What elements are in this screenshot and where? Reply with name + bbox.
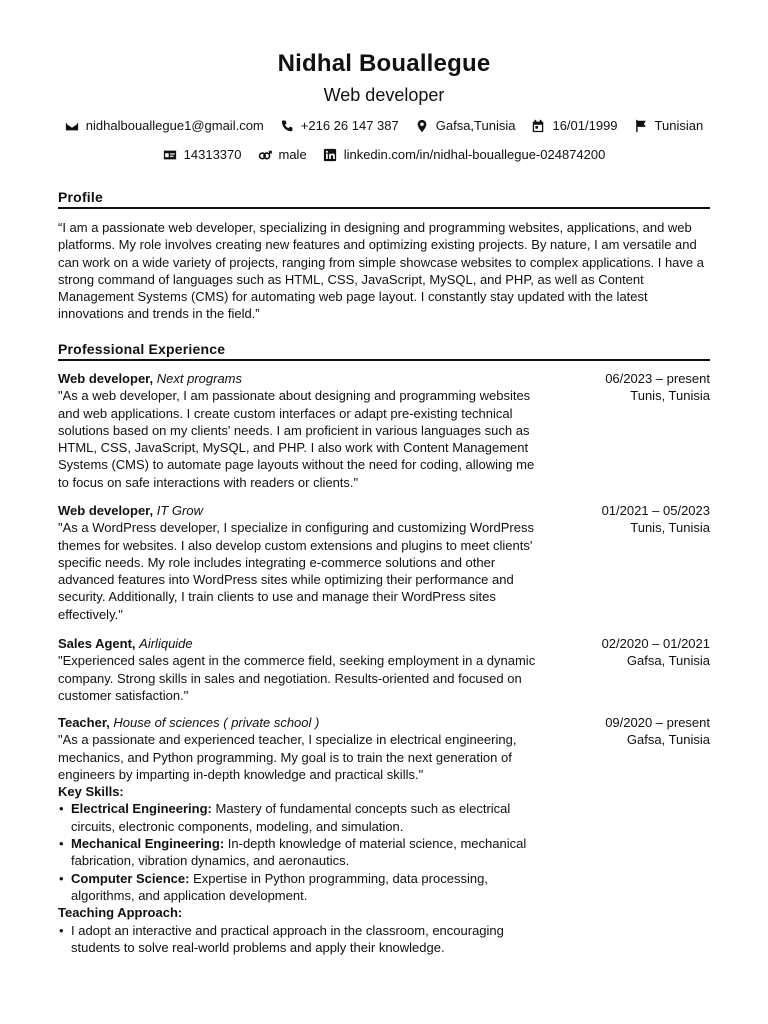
job-meta <box>602 635 710 670</box>
job-description: "As a WordPress developer, I specialize in configuring and customizing WordPress themes for websites. I also develop custom extensions and plugins to meet clients' specific needs. My role includes integrating e-commerce solutions and other advanced features into WordPress sites while optimizing their performance and security. Additionally, I train clients to use and manage their WordPress sites effectively." <box>58 520 534 622</box>
job-entry <box>58 370 710 491</box>
job-entry <box>58 714 710 956</box>
contact-email[interactable] <box>65 118 264 133</box>
flag-icon <box>634 119 648 133</box>
skill-label: Electrical Engineering: <box>71 801 212 817</box>
contact-linkedin[interactable] <box>323 147 606 162</box>
nationality-text: Tunisian <box>654 118 704 133</box>
job-heading <box>58 502 548 519</box>
skill-text: Mastery of fundamental concepts such as electrical circuits, electronic components, modeling, and simulation. <box>71 801 511 834</box>
skill-text: Expertise in Python programming, data processing, algorithms, and application development. <box>71 870 488 903</box>
phone-icon <box>280 119 294 133</box>
id-number-text: 14313370 <box>183 147 242 162</box>
job-description: "As a passionate and experienced teacher, I specialize in electrical engineering, mechanics, and Python programming. My goal is to train the next generation of engineers by imparting in-depth knowledge and practical skills." <box>58 732 517 782</box>
job-heading <box>58 635 548 652</box>
contact-id <box>163 147 242 162</box>
contact-nationality <box>634 118 704 133</box>
contact-phone[interactable] <box>280 118 399 133</box>
teaching-approach-list <box>58 922 548 957</box>
list-item <box>58 835 548 870</box>
job-title: Web developer, <box>58 371 154 386</box>
job-entry <box>58 635 710 704</box>
job-title: Sales Agent, <box>58 636 136 651</box>
envelope-icon <box>65 119 79 133</box>
job-title: Teacher, <box>58 715 110 730</box>
gender-icon <box>258 148 272 162</box>
job-description: "Experienced sales agent in the commerce field, seeking employment in a dynamic company. Strong skills in sales and negotiation. Results-oriented and focused on customer satisfaction." <box>58 653 536 703</box>
contact-row-secondary <box>0 147 768 162</box>
candidate-name: Nidhal Bouallegue <box>277 50 491 77</box>
job-details <box>58 635 548 704</box>
job-company: Airliquide <box>139 636 193 651</box>
job-meta <box>605 370 710 405</box>
experience-section-title: Professional Experience <box>58 341 710 361</box>
skill-text: In-depth knowledge of material science, mechanical fabrication, vibration dynamics, and aeronautics. <box>71 836 527 869</box>
job-company: House of sciences ( private school ) <box>113 715 320 730</box>
job-title: Web developer, <box>58 503 154 518</box>
job-company: Next programs <box>156 371 243 386</box>
job-meta <box>605 714 710 749</box>
calendar-icon <box>531 119 545 133</box>
job-dates: 09/2020 – present <box>605 715 710 730</box>
key-skills-title: Key Skills: <box>58 784 124 800</box>
skill-label: Computer Science: <box>71 870 190 886</box>
job-location: Gafsa, Tunisia <box>626 653 710 669</box>
list-item: • I adopt an interactive and practical approach in the classroom, encouraging students to solve real-world problems and apply their knowledge. <box>58 922 548 957</box>
list-item <box>58 870 548 905</box>
profile-text: “I am a passionate web developer, specializing in designing and programming websites, applications, and web platforms. My role involves creating new features and optimizing existing projects. By nature, I am versatile and can work on a wide variety of projects, ranging from simple showcase websites to complex applications. I have a strong command of languages such as HTML, CSS, JavaScript, MySQL, and PHP, as well as Content Management Systems (CMS) for automating web page layout. I constantly stay updated with the latest innovations and trends in the field.” <box>58 220 704 322</box>
candidate-role: Web developer <box>323 85 445 105</box>
list-item <box>58 800 548 835</box>
job-company: IT Grow <box>156 503 203 518</box>
location-text: Gafsa,Tunisia <box>435 118 516 133</box>
job-heading <box>58 714 548 731</box>
phone-text: +216 26 147 387 <box>300 118 399 133</box>
id-card-icon <box>163 148 177 162</box>
job-location: Tunis, Tunisia <box>630 520 710 536</box>
key-skills-list <box>58 800 548 904</box>
profile-section-title: Profile <box>58 189 710 209</box>
job-dates: 01/2021 – 05/2023 <box>601 503 710 518</box>
job-dates: 02/2020 – 01/2021 <box>601 636 710 651</box>
job-details <box>58 502 548 623</box>
gender-text: male <box>278 147 307 162</box>
job-description: "As a web developer, I am passionate about designing and programming websites and web applications. I create custom interfaces or adapt pre-existing technical solutions based on my clients' needs. I am proficient in various languages such as HTML, CSS, JavaScript, MySQL, and PHP. I also work with Content Management Systems (CMS) to automate page layouts without the need for coding, allowing me to focus on safe interactions with readers or clients." <box>58 388 535 490</box>
contact-row-primary <box>0 118 768 133</box>
skill-label: Mechanical Engineering: <box>71 836 225 852</box>
contact-birthdate <box>531 118 617 133</box>
job-entry <box>58 502 710 623</box>
contact-location <box>415 118 516 133</box>
contact-gender <box>258 147 307 162</box>
linkedin-text: linkedin.com/in/nidhal-bouallegue-024874200 <box>343 147 606 162</box>
email-text: nidhalbouallegue1@gmail.com <box>85 118 264 133</box>
job-details <box>58 714 548 956</box>
job-dates: 06/2023 – present <box>605 371 710 386</box>
job-location: Gafsa, Tunisia <box>626 732 710 748</box>
map-pin-icon <box>415 119 429 133</box>
job-location: Tunis, Tunisia <box>630 388 710 404</box>
job-meta <box>602 502 710 537</box>
birthdate-text: 16/01/1999 <box>552 118 618 133</box>
teaching-approach-title: Teaching Approach: <box>58 905 183 921</box>
job-details <box>58 370 548 491</box>
job-heading <box>58 370 548 387</box>
linkedin-icon <box>323 148 337 162</box>
